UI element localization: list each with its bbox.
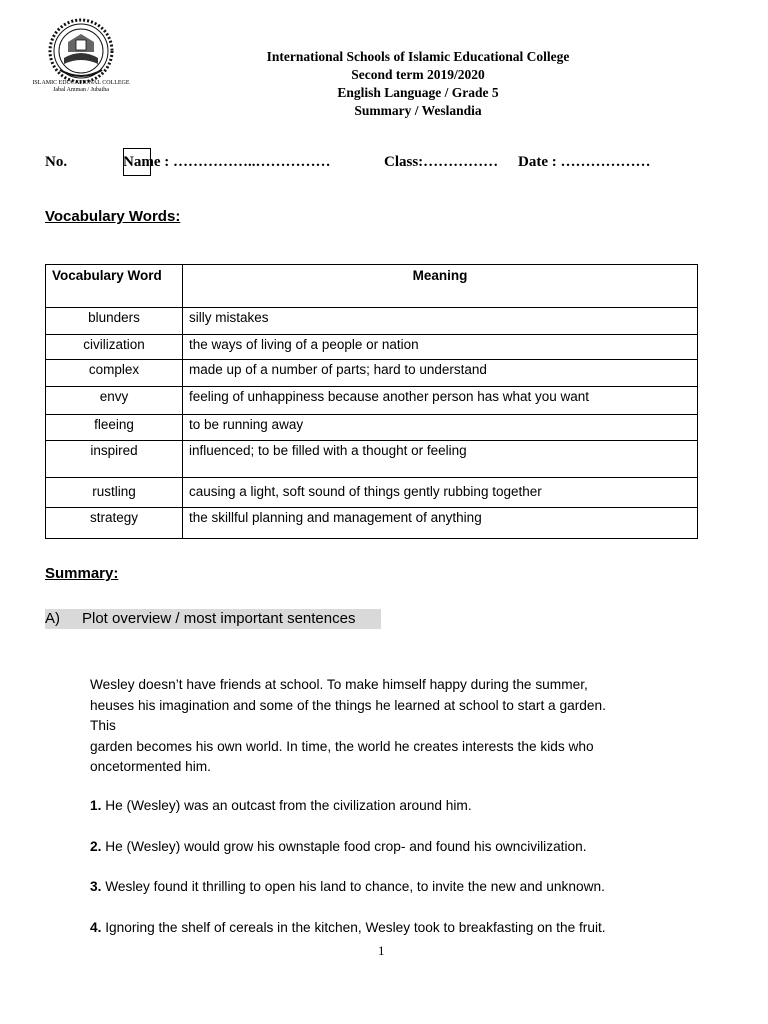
vocab-meaning: the skillful planning and management of anything [183, 508, 698, 539]
class-field[interactable]: Class:…………… [384, 154, 499, 170]
table-row [46, 335, 698, 360]
vocab-word: fleeing [46, 415, 183, 441]
vocab-word: strategy [46, 508, 183, 539]
header-vocabulary-word: Vocabulary Word [46, 265, 183, 308]
page-number: 1 [378, 943, 385, 958]
no-label: No. [45, 154, 68, 170]
summary-title: Summary: [45, 565, 119, 582]
part-a-letter: A) [45, 610, 60, 627]
sentence-item: 4. Ignoring the shelf of cereals in the kitchen, Wesley took to breakfasting on the fruit. [90, 920, 606, 935]
part-a-title: Plot overview / most important sentences [82, 610, 356, 627]
table-row [46, 508, 698, 539]
table-row [46, 441, 698, 478]
vocab-meaning: the ways of living of a people or nation [183, 335, 698, 360]
summary-paragraph [90, 675, 690, 778]
vocab-word: rustling [46, 478, 183, 508]
sentence-item: 2. He (Wesley) would grow his ownstaple food crop- and found his owncivilization. [90, 839, 587, 854]
paragraph-line: Wesley doesn’t have friends at school. To make himself happy during the summer, [90, 677, 588, 692]
table-row [46, 415, 698, 441]
vocab-meaning: silly mistakes [183, 308, 698, 335]
vocab-meaning: feeling of unhappiness because another person has what you want [183, 387, 698, 415]
vocab-word: blunders [46, 308, 183, 335]
table-row [46, 360, 698, 387]
vocab-meaning: influenced; to be filled with a thought or feeling [183, 441, 698, 478]
school-name: International Schools of Islamic Educational College [266, 49, 570, 64]
vocab-meaning: made up of a number of parts; hard to understand [183, 360, 698, 387]
vocabulary-title: Vocabulary Words: [45, 208, 181, 225]
vocab-meaning: to be running away [183, 415, 698, 441]
subject: English Language / Grade 5 [337, 85, 499, 100]
paragraph-line: This [90, 718, 116, 733]
name-field[interactable]: Name : ……………..…………… [123, 154, 331, 170]
vocab-meaning: causing a light, soft sound of things gently rubbing together [183, 478, 698, 508]
table-row [46, 387, 698, 415]
table-row [46, 478, 698, 508]
document-header [200, 48, 636, 120]
vocab-word: civilization [46, 335, 183, 360]
part-a-heading [45, 609, 381, 629]
sentence-item: 1. He (Wesley) was an outcast from the civilization around him. [90, 798, 472, 813]
topic: Summary / Weslandia [354, 103, 482, 118]
vocab-word: envy [46, 387, 183, 415]
logo-caption: ISLAMIC EDUCATIONAL COLLEGE Jabal Amman / Jubaiha [32, 80, 130, 93]
student-id-line [45, 152, 725, 178]
paragraph-line: garden becomes his own world. In time, the world he creates interests the kids who [90, 738, 594, 754]
date-field[interactable]: Date : ……………… [518, 154, 651, 170]
table-row [46, 308, 698, 335]
vocab-word: inspired [46, 441, 183, 478]
header-meaning: Meaning [183, 265, 698, 308]
vocabulary-table [45, 264, 698, 539]
school-logo [48, 18, 114, 84]
sentence-item: 3. Wesley found it thrilling to open his land to chance, to invite the new and unknown. [90, 879, 605, 894]
vocab-word: complex [46, 360, 183, 387]
paragraph-line: oncetormented him. [90, 759, 211, 774]
term: Second term 2019/2020 [351, 67, 485, 82]
paragraph-line: heuses his imagination and some of the things he learned at school to start a garden. [90, 697, 606, 713]
